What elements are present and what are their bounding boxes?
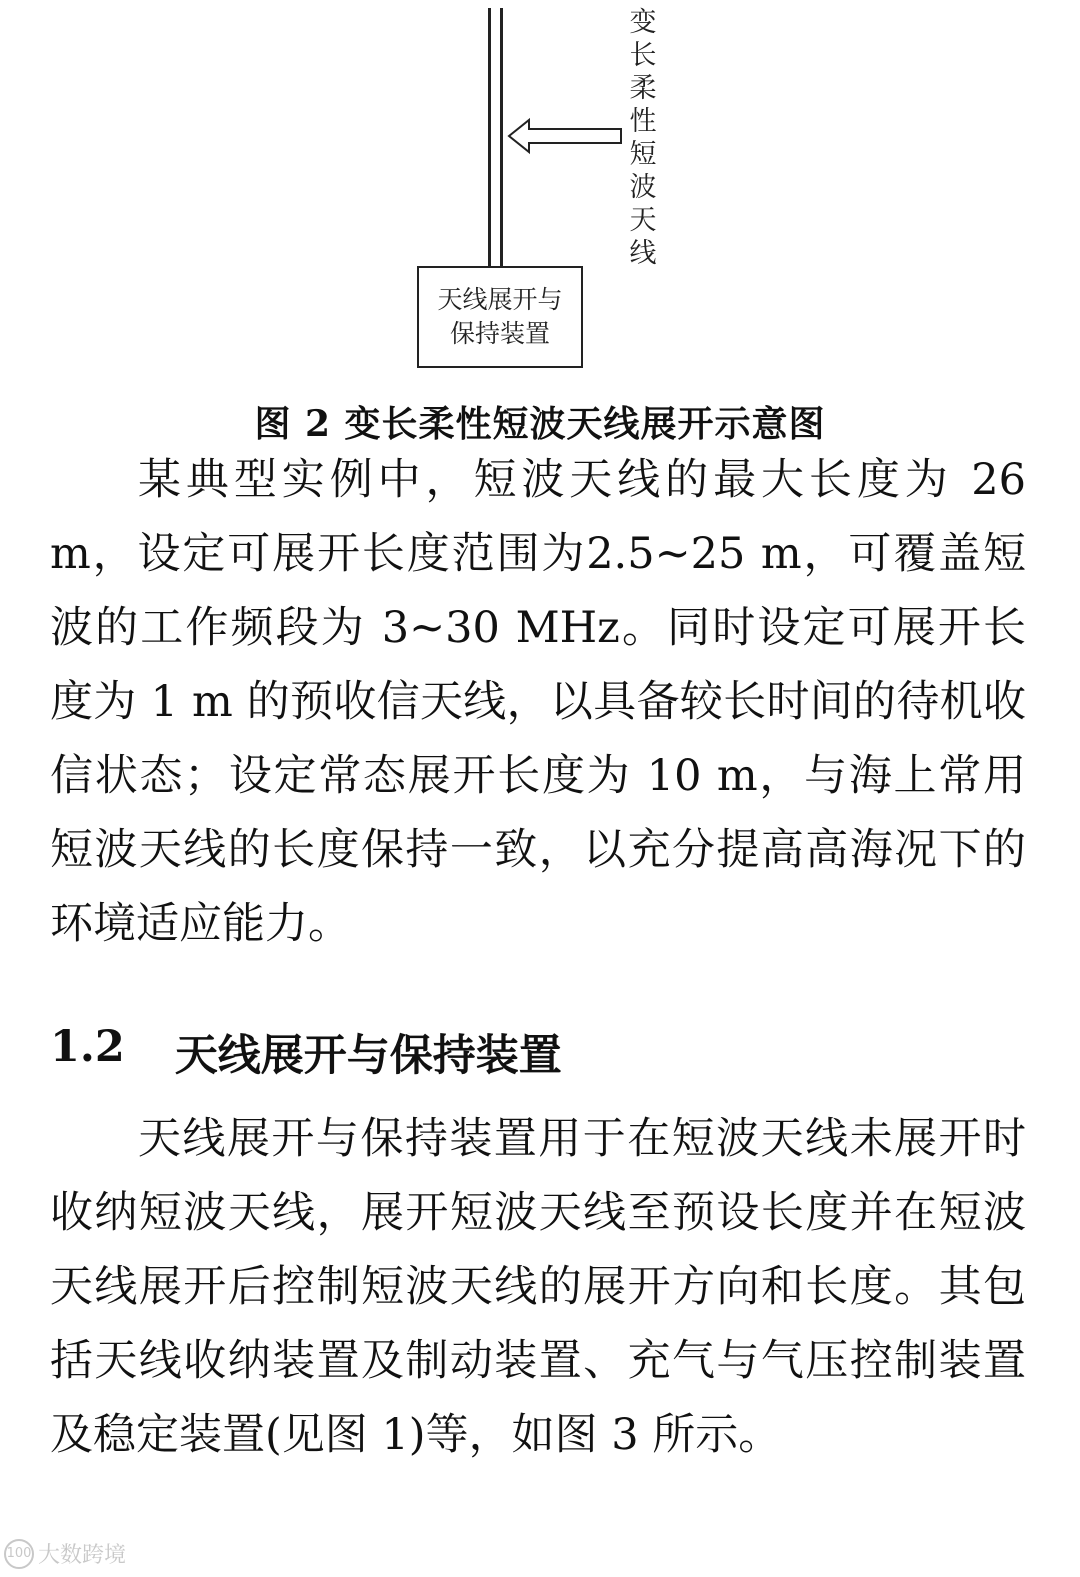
- antenna-line-left: [488, 8, 491, 266]
- pointer-arrow-icon: [505, 116, 625, 156]
- paragraph-2: 天线展开与保持装置用于在短波天线未展开时收纳短波天线，展开短波天线至预设长度并在短波天线展开后控制短波天线的展开方向和长度。其包括天线收纳装置及制动装置、充气与气压控制装置及稳定装置(见图 1)等，如图 3 所示。: [50, 1114, 1026, 1460]
- paragraph-1: 某典型实例中，短波天线的最大长度为 26 m，设定可展开长度范围为2.5~25 m，可覆盖短波的工作频段为 3~30 MHz。同时设定可展开长度为 1 m 的预收信天线，以具备较长时间的待机收信状态；设定常态展开长度为 10 m，与海上常用短波天线的长度保持一致，以充分提高高海况下的环境适应能力。: [50, 455, 1026, 949]
- watermark-text: 大数跨境: [38, 1543, 127, 1568]
- watermark: [4, 1538, 126, 1569]
- figure-2: [0, 0, 1080, 380]
- deploy-device-box: [417, 266, 583, 368]
- box-label-line2: 保持装置: [449, 319, 550, 348]
- section-title: 天线展开与保持装置: [174, 1031, 562, 1081]
- antenna-label: 变长柔性短波天线: [629, 7, 657, 269]
- section-number: 1.2: [50, 1022, 125, 1072]
- antenna-line-right: [500, 8, 503, 266]
- figure-caption: 图 2 变长柔性短波天线展开示意图: [254, 403, 826, 445]
- section-heading: [50, 1022, 562, 1083]
- watermark-logo-icon: 100: [4, 1539, 34, 1569]
- box-label-line1: 天线展开与: [437, 285, 563, 314]
